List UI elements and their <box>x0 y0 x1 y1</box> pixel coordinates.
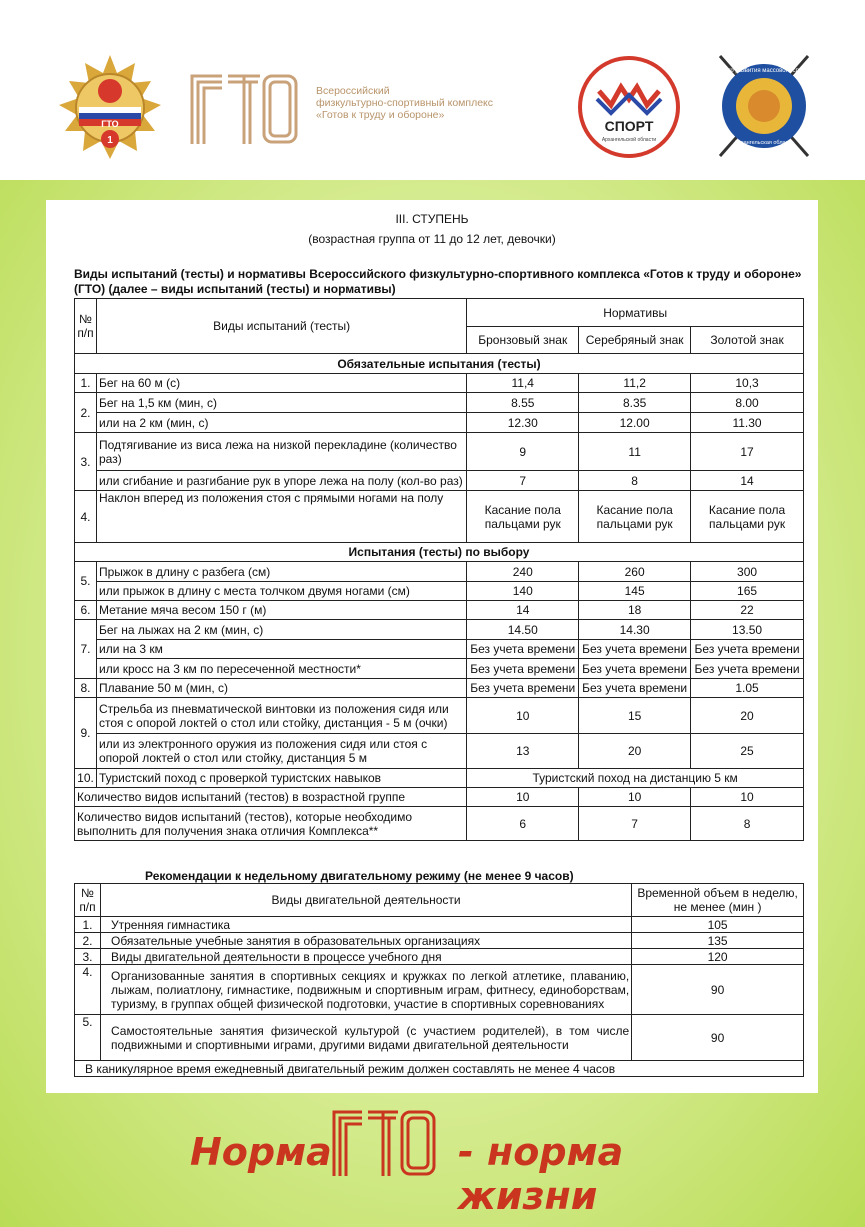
gto-description <box>316 85 536 121</box>
row-name: Плавание 50 м (мин, с) <box>96 679 466 698</box>
silver-value: 11 <box>579 433 691 471</box>
row-num: 5. <box>75 562 97 601</box>
silver-value: 11,2 <box>579 374 691 393</box>
bronze-value: 14.50 <box>467 620 579 640</box>
header-silver: Серебряный знак <box>579 327 691 354</box>
gold-value: 25 <box>691 734 804 769</box>
row-name: Туристский поход с проверкой туристских навыков <box>96 769 466 788</box>
gold-value: Без учета времени <box>691 640 804 659</box>
table-row <box>75 679 804 698</box>
time-value: 90 <box>632 1015 804 1061</box>
silver-value: 12.00 <box>579 413 691 433</box>
silver-value: Без учета времени <box>579 659 691 679</box>
section-mandatory: Обязательные испытания (тесты) <box>75 354 804 374</box>
row-name: Обязательные учебные занятия в образовательных организациях <box>100 933 631 949</box>
row-name: Бег на 60 м (с) <box>96 374 466 393</box>
gto-desc-line: «Готов к труду и обороне» <box>316 109 445 121</box>
bronze-value: 14 <box>467 601 579 620</box>
row-name: или из электронного оружия из положения сидя или стоя с опорой локтей о стол или стойку, дистанция 5 м <box>96 734 466 769</box>
row-name: Утренняя гимнастика <box>100 917 631 933</box>
table-row <box>75 374 804 393</box>
gto-desc-line: Всероссийский <box>316 85 390 97</box>
gold-value: 11.30 <box>691 413 804 433</box>
table-row <box>75 933 804 949</box>
row-name: или прыжок в длину с места толчком двумя ногами (см) <box>96 582 466 601</box>
header-tests: Виды испытаний (тесты) <box>96 299 466 354</box>
row-name: Наклон вперед из положения стоя с прямыми ногами на полу <box>96 491 466 543</box>
row-name: Стрельба из пневматической винтовки из положения сидя или стоя с опорой локтей о стол или стойку, дистанция - 5 м (очки) <box>96 698 466 734</box>
table-row <box>75 734 804 769</box>
silver-value: 7 <box>579 807 691 841</box>
recommendations-title: Рекомендации к недельному двигательному режиму (не менее 9 часов) <box>145 869 574 883</box>
table-row <box>75 949 804 965</box>
gold-value: 10 <box>691 788 804 807</box>
time-value: 120 <box>632 949 804 965</box>
time-value: 105 <box>632 917 804 933</box>
slogan <box>190 1108 750 1218</box>
table-row <box>75 769 804 788</box>
row-num: 8. <box>75 679 97 698</box>
bronze-value: 10 <box>467 698 579 734</box>
table-row <box>75 413 804 433</box>
row-name: Самостоятельные занятия физической культурой (с участием родителей), в том числе подвижными и спортивными играми, другими видами двигательной деятельности <box>100 1015 631 1061</box>
row-num: 5. <box>75 1015 101 1061</box>
gto-desc-line: физкультурно-спортивный комплекс <box>316 97 494 109</box>
bronze-value: 140 <box>467 582 579 601</box>
row-name: Бег на 1,5 км (мин, с) <box>96 393 466 413</box>
gold-value: Касание пола пальцами рук <box>691 491 804 543</box>
slogan-left: Норма <box>190 1130 332 1174</box>
table-row <box>75 620 804 640</box>
row-name: Бег на лыжах на 2 км (мин, с) <box>96 620 466 640</box>
table-row <box>75 471 804 491</box>
medal-number: 1 <box>107 135 113 146</box>
row-name: или на 2 км (мин, с) <box>96 413 466 433</box>
row-name: Подтягивание из виса лежа на низкой перекладине (количество раз) <box>96 433 466 471</box>
rec-header-num: № п/п <box>75 884 101 917</box>
table-row <box>75 1015 804 1061</box>
table-row <box>75 601 804 620</box>
row-name: Прыжок в длину с разбега (см) <box>96 562 466 582</box>
row-num: 9. <box>75 698 97 769</box>
recommendations-table <box>74 883 804 1077</box>
medal-text: ГТО <box>101 119 119 129</box>
time-value: 135 <box>632 933 804 949</box>
bronze-value: Касание пола пальцами рук <box>467 491 579 543</box>
rec-footer: В каникулярное время ежедневный двигательный режим должен составлять не менее 4 часов <box>75 1061 804 1077</box>
row-name: Количество видов испытаний (тестов) в возрастной группе <box>75 788 467 807</box>
bronze-value: 7 <box>467 471 579 491</box>
all-levels-value: Туристский поход на дистанцию 5 км <box>467 769 804 788</box>
row-num: 3. <box>75 949 101 965</box>
table-row <box>75 582 804 601</box>
bronze-value: 8.55 <box>467 393 579 413</box>
table-row <box>75 659 804 679</box>
slogan-gto-mark <box>330 1108 440 1178</box>
row-name: Виды двигательной деятельности в процессе учебного дня <box>100 949 631 965</box>
norms-table <box>74 298 804 841</box>
gto-medal-logo <box>55 55 165 165</box>
silver-value: Без учета времени <box>579 640 691 659</box>
silver-value: 18 <box>579 601 691 620</box>
bronze-value: 10 <box>467 788 579 807</box>
silver-value: 145 <box>579 582 691 601</box>
rec-header-time: Временной объем в неделю, не менее (мин ) <box>632 884 804 917</box>
table-row <box>75 917 804 933</box>
row-name: или кросс на 3 км по пересеченной местности* <box>96 659 466 679</box>
bronze-value: 240 <box>467 562 579 582</box>
silver-value: 20 <box>579 734 691 769</box>
gto-striped-logo <box>188 72 300 146</box>
row-name: Организованные занятия в спортивных секциях и кружках по легкой атлетике, плаванию, лыжам, полиатлону, гимнастике, подвижным и спортивным играм, фитнесу, единоборствам, туризму, в группах общей физической подготовки, участие в спортивных соревнованиях <box>100 965 631 1015</box>
row-num: 4. <box>75 965 101 1015</box>
gold-value: 300 <box>691 562 804 582</box>
age-group-title: (возрастная группа от 11 до 12 лет, девочки) <box>308 232 556 246</box>
slogan-right: - норма жизни <box>458 1130 624 1218</box>
time-value: 90 <box>632 965 804 1015</box>
bronze-value: Без учета времени <box>467 659 579 679</box>
section-optional: Испытания (тесты) по выбору <box>75 543 804 562</box>
gold-value: 14 <box>691 471 804 491</box>
header-gold: Золотой знак <box>691 327 804 354</box>
header-num: № п/п <box>75 299 97 354</box>
gold-value: 22 <box>691 601 804 620</box>
center-logo-text: Центр развития массового спорта <box>716 68 812 74</box>
silver-value: 15 <box>579 698 691 734</box>
gold-value: 8.00 <box>691 393 804 413</box>
row-num: 2. <box>75 933 101 949</box>
gold-value: 13.50 <box>691 620 804 640</box>
gold-value: 17 <box>691 433 804 471</box>
sport-logo-text: СПОРТ <box>604 118 654 134</box>
bronze-value: 9 <box>467 433 579 471</box>
bronze-value: 12.30 <box>467 413 579 433</box>
row-name: Количество видов испытаний (тестов), которые необходимо выполнить для получения знака отличия Комплекса** <box>75 807 467 841</box>
sport-region-logo <box>577 55 681 159</box>
silver-value: 14.30 <box>579 620 691 640</box>
gold-value: 8 <box>691 807 804 841</box>
bronze-value: Без учета времени <box>467 679 579 698</box>
row-num: 1. <box>75 917 101 933</box>
center-logo-subtext: Архангельская область <box>734 140 794 146</box>
table-row <box>75 640 804 659</box>
row-name: или на 3 км <box>96 640 466 659</box>
table-row <box>75 491 804 543</box>
silver-value: 8 <box>579 471 691 491</box>
table-row <box>75 807 804 841</box>
silver-value: 10 <box>579 788 691 807</box>
table-row <box>75 698 804 734</box>
bronze-value: 6 <box>467 807 579 841</box>
row-name: Метание мяча весом 150 г (м) <box>96 601 466 620</box>
silver-value: 260 <box>579 562 691 582</box>
table-row <box>75 562 804 582</box>
row-name: или сгибание и разгибание рук в упоре лежа на полу (кол-во раз) <box>96 471 466 491</box>
row-num: 3. <box>75 433 97 491</box>
silver-value: 8.35 <box>579 393 691 413</box>
gold-value: 1.05 <box>691 679 804 698</box>
intro-text: Виды испытаний (тесты) и нормативы Всероссийского физкультурно-спортивного комплекса «Готов к труду и обороне» (ГТО) (далее – виды испытаний (тесты) и нормативы) <box>74 267 802 296</box>
bronze-value: 13 <box>467 734 579 769</box>
row-num: 7. <box>75 620 97 679</box>
row-num: 1. <box>75 374 97 393</box>
gold-value: 20 <box>691 698 804 734</box>
silver-value: Без учета времени <box>579 679 691 698</box>
bronze-value: Без учета времени <box>467 640 579 659</box>
silver-value: Касание пола пальцами рук <box>579 491 691 543</box>
stage-title: III. СТУПЕНЬ <box>395 212 469 226</box>
table-row <box>75 393 804 413</box>
gold-value: 165 <box>691 582 804 601</box>
row-num: 2. <box>75 393 97 433</box>
row-num: 10. <box>75 769 97 788</box>
row-num: 6. <box>75 601 97 620</box>
mass-sport-center-logo <box>712 52 816 160</box>
bronze-value: 11,4 <box>467 374 579 393</box>
sport-logo-subtext: Архангельской области <box>601 137 657 143</box>
row-num: 4. <box>75 491 97 543</box>
table-row <box>75 433 804 471</box>
gold-value: 10,3 <box>691 374 804 393</box>
rec-header-activity: Виды двигательной деятельности <box>100 884 631 917</box>
table-row <box>75 965 804 1015</box>
gold-value: Без учета времени <box>691 659 804 679</box>
table-row <box>75 788 804 807</box>
header-bronze: Бронзовый знак <box>467 327 579 354</box>
header-norms: Нормативы <box>467 299 804 327</box>
